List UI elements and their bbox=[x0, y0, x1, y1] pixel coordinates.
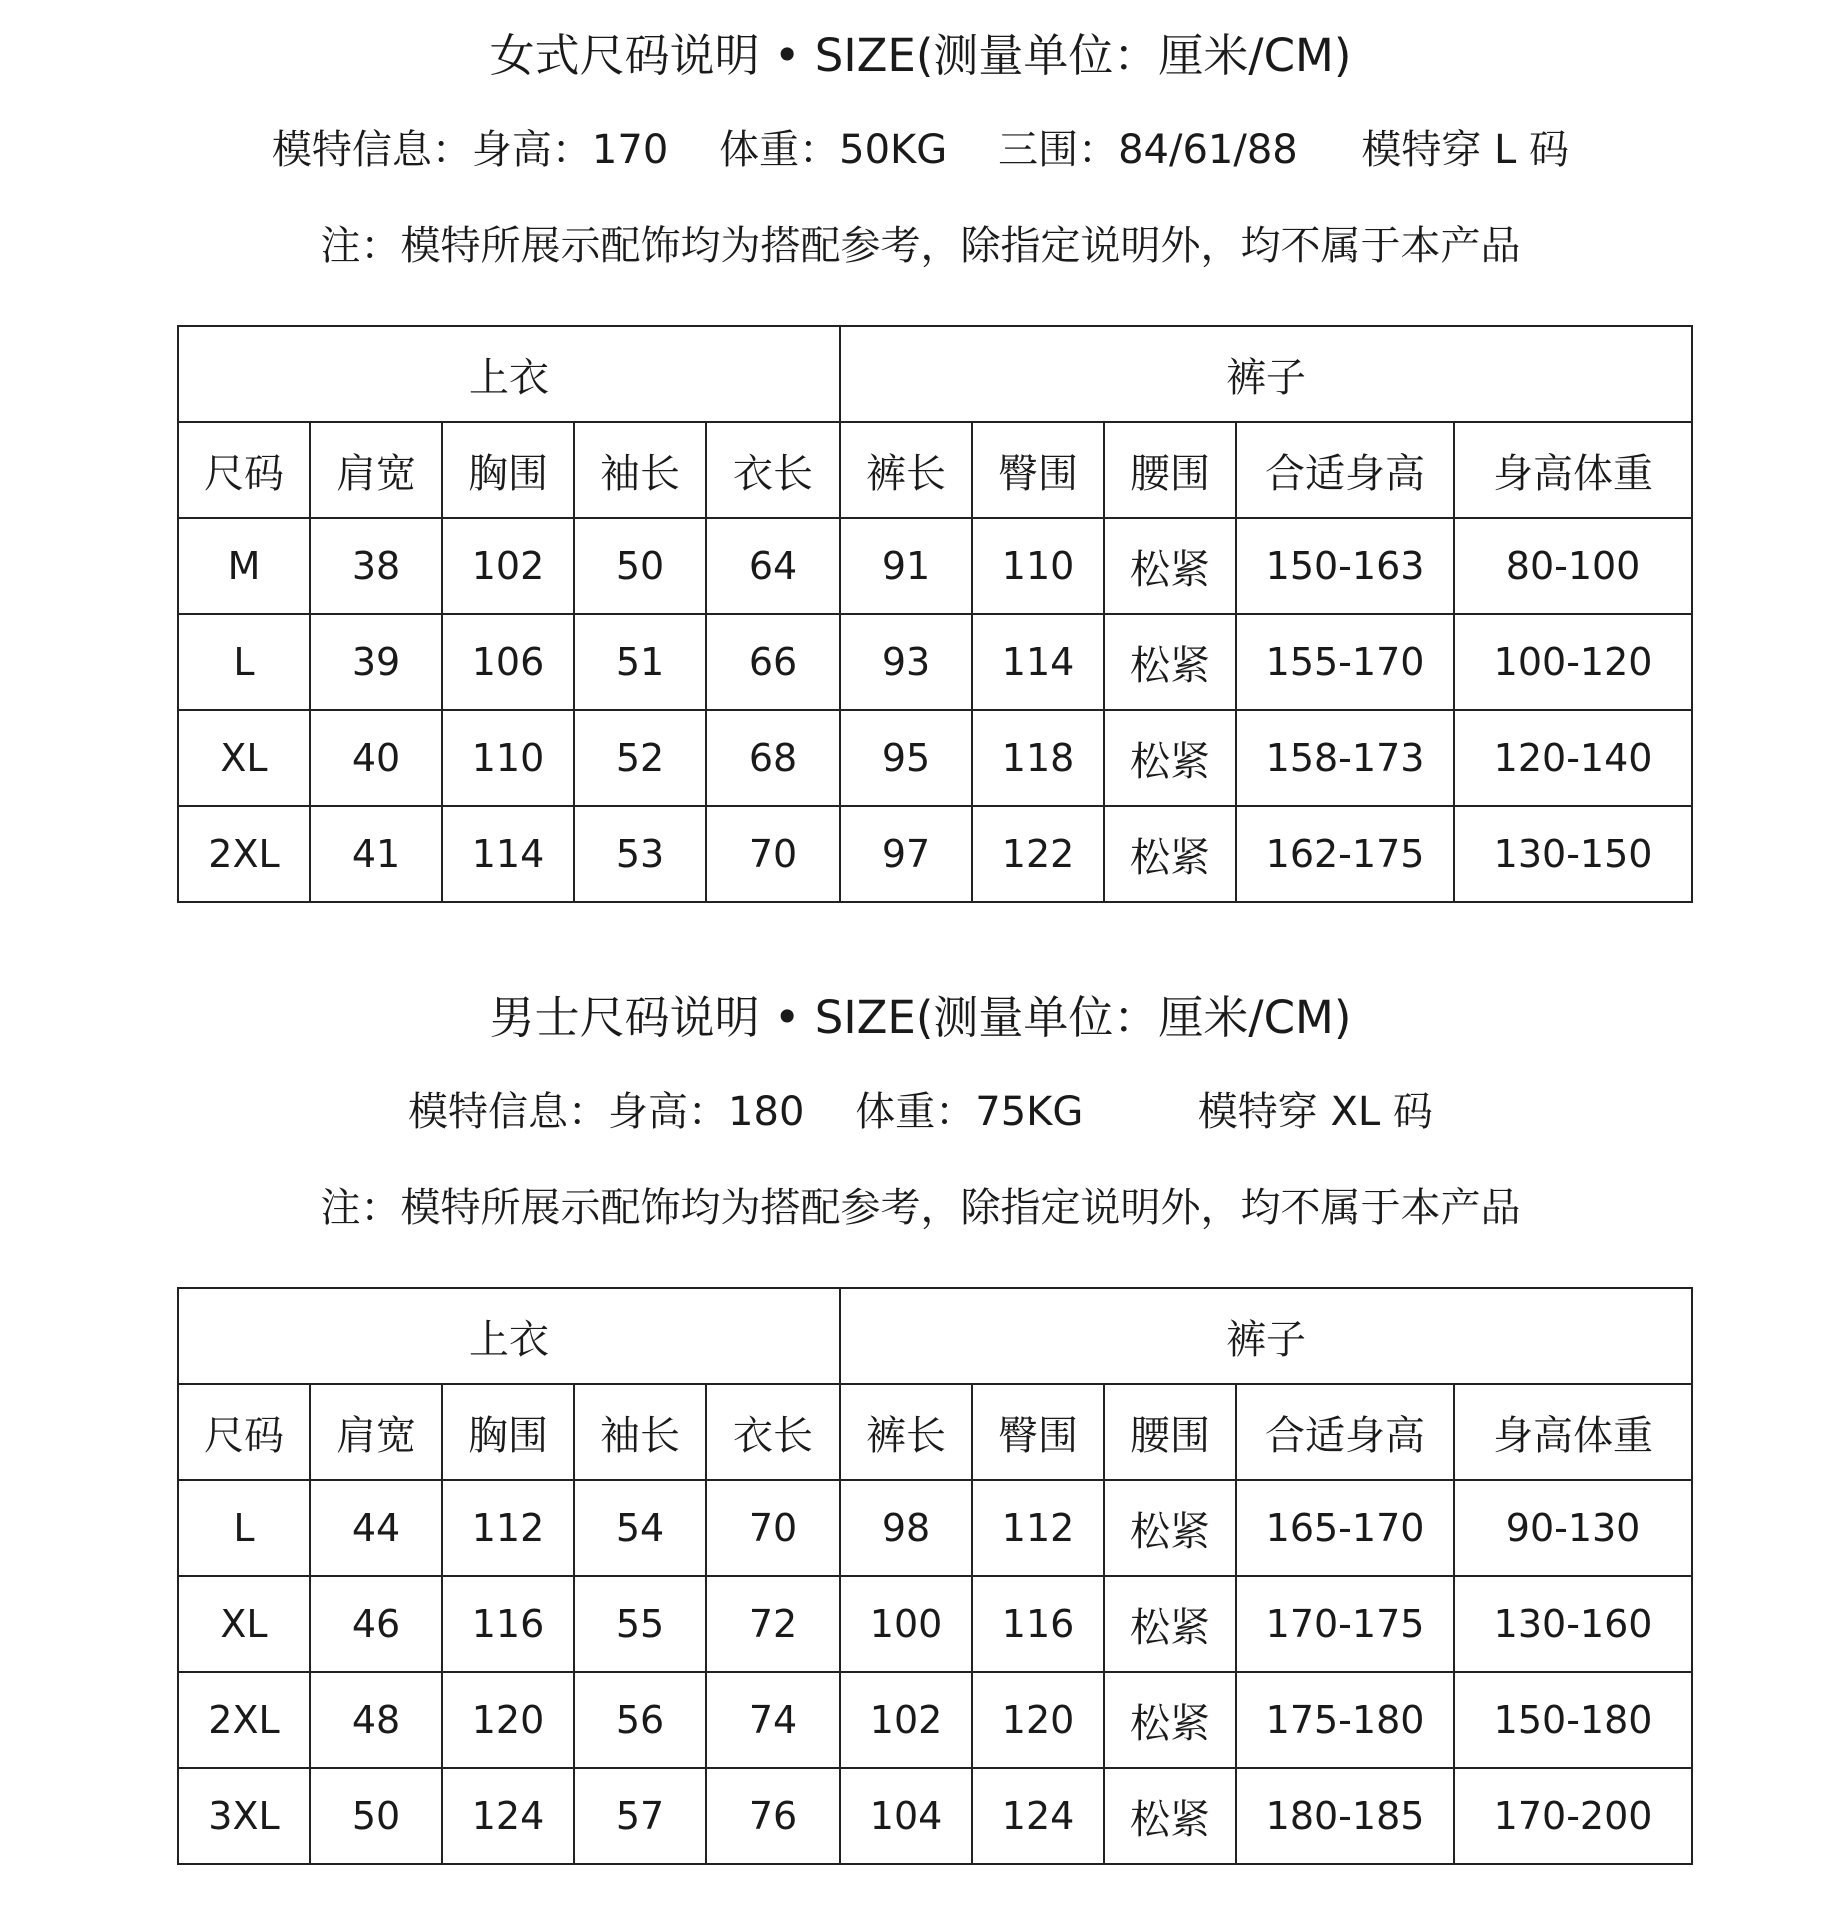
table-cell: 90-130 bbox=[1454, 1480, 1692, 1576]
table-cell: 100-120 bbox=[1454, 614, 1692, 710]
table-cell: 98 bbox=[840, 1480, 972, 1576]
table-cell: 170-175 bbox=[1236, 1576, 1454, 1672]
table-cell: 57 bbox=[574, 1768, 706, 1864]
table-cell: 松紧 bbox=[1104, 710, 1236, 806]
table-cell: 54 bbox=[574, 1480, 706, 1576]
table-cell: 40 bbox=[310, 710, 442, 806]
column-header: 腰围 bbox=[1104, 1384, 1236, 1480]
table-cell: 松紧 bbox=[1104, 806, 1236, 902]
column-header-row bbox=[178, 1384, 1692, 1480]
table-cell: 55 bbox=[574, 1576, 706, 1672]
table-cell: 2XL bbox=[178, 1672, 310, 1768]
table-cell: 松紧 bbox=[1104, 1576, 1236, 1672]
table-cell: 102 bbox=[442, 518, 574, 614]
table-cell: 70 bbox=[706, 1480, 840, 1576]
table-cell: 松紧 bbox=[1104, 1480, 1236, 1576]
table-cell: 130-150 bbox=[1454, 806, 1692, 902]
table-cell: 112 bbox=[972, 1480, 1104, 1576]
table-cell: 150-180 bbox=[1454, 1672, 1692, 1768]
table-cell: 72 bbox=[706, 1576, 840, 1672]
table-cell: 66 bbox=[706, 614, 840, 710]
table-cell: 122 bbox=[972, 806, 1104, 902]
women-size-title: 女式尺码说明 • SIZE(测量单位：厘米/CM) bbox=[489, 29, 1352, 82]
group-header-pants: 裤子 bbox=[840, 326, 1692, 422]
table-row bbox=[178, 1672, 1692, 1768]
table-cell: 80-100 bbox=[1454, 518, 1692, 614]
table-cell: 50 bbox=[574, 518, 706, 614]
column-header: 尺码 bbox=[178, 422, 310, 518]
column-header: 胸围 bbox=[442, 422, 574, 518]
table-cell: 110 bbox=[972, 518, 1104, 614]
table-cell: 39 bbox=[310, 614, 442, 710]
table-cell: 118 bbox=[972, 710, 1104, 806]
table-cell: 松紧 bbox=[1104, 518, 1236, 614]
table-cell: 114 bbox=[972, 614, 1104, 710]
table-cell: 130-160 bbox=[1454, 1576, 1692, 1672]
column-header: 合适身高 bbox=[1236, 1384, 1454, 1480]
column-header: 肩宽 bbox=[310, 1384, 442, 1480]
table-cell: 124 bbox=[442, 1768, 574, 1864]
table-row bbox=[178, 518, 1692, 614]
table-cell: 91 bbox=[840, 518, 972, 614]
table-cell: 95 bbox=[840, 710, 972, 806]
table-cell: 64 bbox=[706, 518, 840, 614]
table-cell: 3XL bbox=[178, 1768, 310, 1864]
table-row bbox=[178, 710, 1692, 806]
column-header: 袖长 bbox=[574, 1384, 706, 1480]
table-cell: 155-170 bbox=[1236, 614, 1454, 710]
column-header: 臀围 bbox=[972, 1384, 1104, 1480]
table-cell: 76 bbox=[706, 1768, 840, 1864]
column-header: 身高体重 bbox=[1454, 422, 1692, 518]
table-cell: 102 bbox=[840, 1672, 972, 1768]
table-cell: 53 bbox=[574, 806, 706, 902]
column-header: 臀围 bbox=[972, 422, 1104, 518]
men-note: 注：模特所展示配饰均为搭配参考，除指定说明外，均不属于本产品 bbox=[320, 1185, 1521, 1231]
table-cell: 112 bbox=[442, 1480, 574, 1576]
table-cell: 100 bbox=[840, 1576, 972, 1672]
table-row bbox=[178, 1768, 1692, 1864]
table-cell: 44 bbox=[310, 1480, 442, 1576]
table-cell: 51 bbox=[574, 614, 706, 710]
table-cell: 158-173 bbox=[1236, 710, 1454, 806]
table-cell: 70 bbox=[706, 806, 840, 902]
table-cell: 106 bbox=[442, 614, 574, 710]
women-size-table bbox=[177, 325, 1693, 903]
table-cell: 150-163 bbox=[1236, 518, 1454, 614]
table-cell: 93 bbox=[840, 614, 972, 710]
table-cell: 175-180 bbox=[1236, 1672, 1454, 1768]
table-row bbox=[178, 1576, 1692, 1672]
group-header-row bbox=[178, 1288, 1692, 1384]
column-header: 身高体重 bbox=[1454, 1384, 1692, 1480]
table-cell: M bbox=[178, 518, 310, 614]
table-cell: 162-175 bbox=[1236, 806, 1454, 902]
table-cell: 170-200 bbox=[1454, 1768, 1692, 1864]
column-header: 裤长 bbox=[840, 1384, 972, 1480]
table-cell: 48 bbox=[310, 1672, 442, 1768]
table-cell: 46 bbox=[310, 1576, 442, 1672]
column-header: 裤长 bbox=[840, 422, 972, 518]
table-cell: 114 bbox=[442, 806, 574, 902]
table-cell: XL bbox=[178, 710, 310, 806]
table-cell: 2XL bbox=[178, 806, 310, 902]
table-cell: 120 bbox=[442, 1672, 574, 1768]
table-cell: 52 bbox=[574, 710, 706, 806]
column-header: 袖长 bbox=[574, 422, 706, 518]
table-cell: 41 bbox=[310, 806, 442, 902]
table-row bbox=[178, 806, 1692, 902]
table-cell: 74 bbox=[706, 1672, 840, 1768]
table-cell: 180-185 bbox=[1236, 1768, 1454, 1864]
table-cell: 120-140 bbox=[1454, 710, 1692, 806]
men-size-title: 男士尺码说明 • SIZE(测量单位：厘米/CM) bbox=[489, 991, 1352, 1044]
table-cell: 165-170 bbox=[1236, 1480, 1454, 1576]
column-header: 合适身高 bbox=[1236, 422, 1454, 518]
table-cell: XL bbox=[178, 1576, 310, 1672]
column-header-row bbox=[178, 422, 1692, 518]
table-cell: 97 bbox=[840, 806, 972, 902]
group-header-top: 上衣 bbox=[178, 1288, 840, 1384]
table-cell: 68 bbox=[706, 710, 840, 806]
table-cell: L bbox=[178, 614, 310, 710]
table-row bbox=[178, 1480, 1692, 1576]
table-cell: 38 bbox=[310, 518, 442, 614]
column-header: 尺码 bbox=[178, 1384, 310, 1480]
column-header: 肩宽 bbox=[310, 422, 442, 518]
women-model-info: 模特信息：身高：170 体重：50KG 三围：84/61/88 模特穿 L 码 bbox=[271, 127, 1570, 173]
column-header: 衣长 bbox=[706, 1384, 840, 1480]
group-header-row bbox=[178, 326, 1692, 422]
group-header-pants: 裤子 bbox=[840, 1288, 1692, 1384]
table-cell: 124 bbox=[972, 1768, 1104, 1864]
table-cell: 110 bbox=[442, 710, 574, 806]
table-cell: 116 bbox=[972, 1576, 1104, 1672]
table-row bbox=[178, 614, 1692, 710]
table-cell: 116 bbox=[442, 1576, 574, 1672]
group-header-top: 上衣 bbox=[178, 326, 840, 422]
women-note: 注：模特所展示配饰均为搭配参考，除指定说明外，均不属于本产品 bbox=[320, 223, 1521, 269]
table-cell: 120 bbox=[972, 1672, 1104, 1768]
table-cell: L bbox=[178, 1480, 310, 1576]
table-cell: 50 bbox=[310, 1768, 442, 1864]
table-cell: 松紧 bbox=[1104, 1768, 1236, 1864]
column-header: 胸围 bbox=[442, 1384, 574, 1480]
table-cell: 松紧 bbox=[1104, 614, 1236, 710]
column-header: 衣长 bbox=[706, 422, 840, 518]
table-cell: 松紧 bbox=[1104, 1672, 1236, 1768]
table-cell: 104 bbox=[840, 1768, 972, 1864]
men-size-table bbox=[177, 1287, 1693, 1865]
column-header: 腰围 bbox=[1104, 422, 1236, 518]
table-cell: 56 bbox=[574, 1672, 706, 1768]
men-model-info: 模特信息：身高：180 体重：75KG 模特穿 XL 码 bbox=[408, 1089, 1433, 1135]
